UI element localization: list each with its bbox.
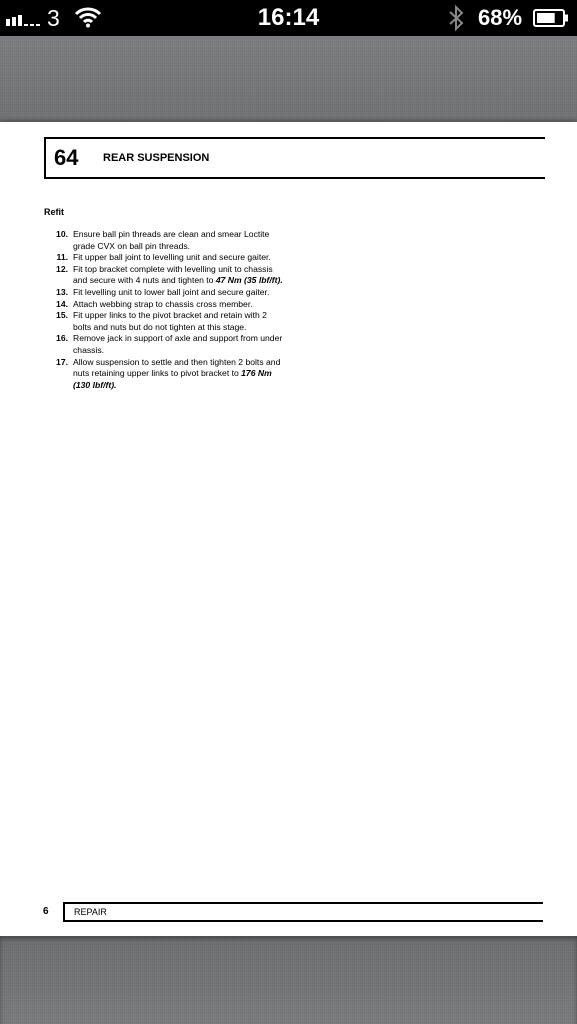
step-number: 12.	[56, 263, 68, 274]
step-item	[44, 252, 284, 264]
step-text-body: Allow suspension to settle and then tighten 2 bolts and nuts retaining upper links to pivot bracket to	[73, 356, 281, 379]
step-text-body: Attach webbing strap to chassis cross member.	[73, 298, 253, 309]
step-number: 11.	[56, 252, 68, 263]
step-text-body: Remove jack in support of axle and support from under chassis.	[73, 333, 283, 355]
section-number: 64	[54, 145, 79, 170]
step-item	[44, 229, 284, 252]
step-number: 10.	[56, 229, 68, 239]
subheading: Refit	[44, 207, 64, 217]
procedure-steps-list	[44, 229, 284, 391]
step-item	[44, 333, 284, 356]
battery-icon	[533, 9, 569, 27]
step-text	[68, 299, 284, 311]
section-title: REAR SUSPENSION	[103, 152, 210, 164]
step-item	[44, 287, 284, 299]
step-text-body: Fit upper ball joint to levelling unit and secure gaiter.	[73, 252, 271, 263]
bluetooth-icon	[447, 4, 467, 32]
footer-box	[63, 902, 543, 922]
step-item	[44, 357, 284, 392]
step-text	[68, 252, 284, 264]
carrier-name: 3	[47, 5, 60, 31]
torque-value: 176 Nm (130 lbf/ft).	[73, 368, 272, 390]
step-text	[68, 287, 284, 299]
step-text	[68, 264, 284, 287]
step-item	[44, 264, 284, 287]
step-text	[68, 229, 284, 252]
reader-bottom-toolbar-background	[0, 936, 577, 1024]
step-number: 16.	[56, 333, 68, 344]
step-text-body: Fit levelling unit to lower ball joint and secure gaiter.	[73, 286, 270, 297]
step-item	[44, 310, 284, 333]
step-number: 14.	[56, 298, 68, 309]
footer-page-number: 6	[43, 906, 49, 917]
step-text-body: Fit top bracket complete with levelling unit to chassis and secure with 4 nuts and tighten to	[73, 263, 273, 286]
status-bar	[0, 0, 577, 36]
step-number: 15.	[56, 310, 68, 321]
footer-label: REPAIR	[74, 907, 107, 917]
step-text-body: Ensure ball pin threads are clean and smear Loctite grade CVX on ball pin threads.	[73, 229, 270, 251]
step-text	[68, 310, 284, 333]
document-page[interactable]	[0, 122, 577, 936]
torque-value: 47 Nm (35 lbf/ft).	[215, 275, 283, 286]
reader-top-toolbar-background	[0, 36, 577, 122]
step-number: 17.	[56, 356, 68, 367]
step-text	[68, 357, 284, 392]
clock-time: 16:14	[257, 4, 320, 31]
section-header	[44, 137, 545, 179]
step-item	[44, 299, 284, 311]
step-number: 13.	[56, 286, 68, 297]
step-text-body: Fit upper links to the pivot bracket and retain with 2 bolts and nuts but do not tighten at this stage.	[73, 310, 267, 332]
step-text	[68, 333, 284, 356]
battery-percent: 68%	[478, 5, 523, 30]
